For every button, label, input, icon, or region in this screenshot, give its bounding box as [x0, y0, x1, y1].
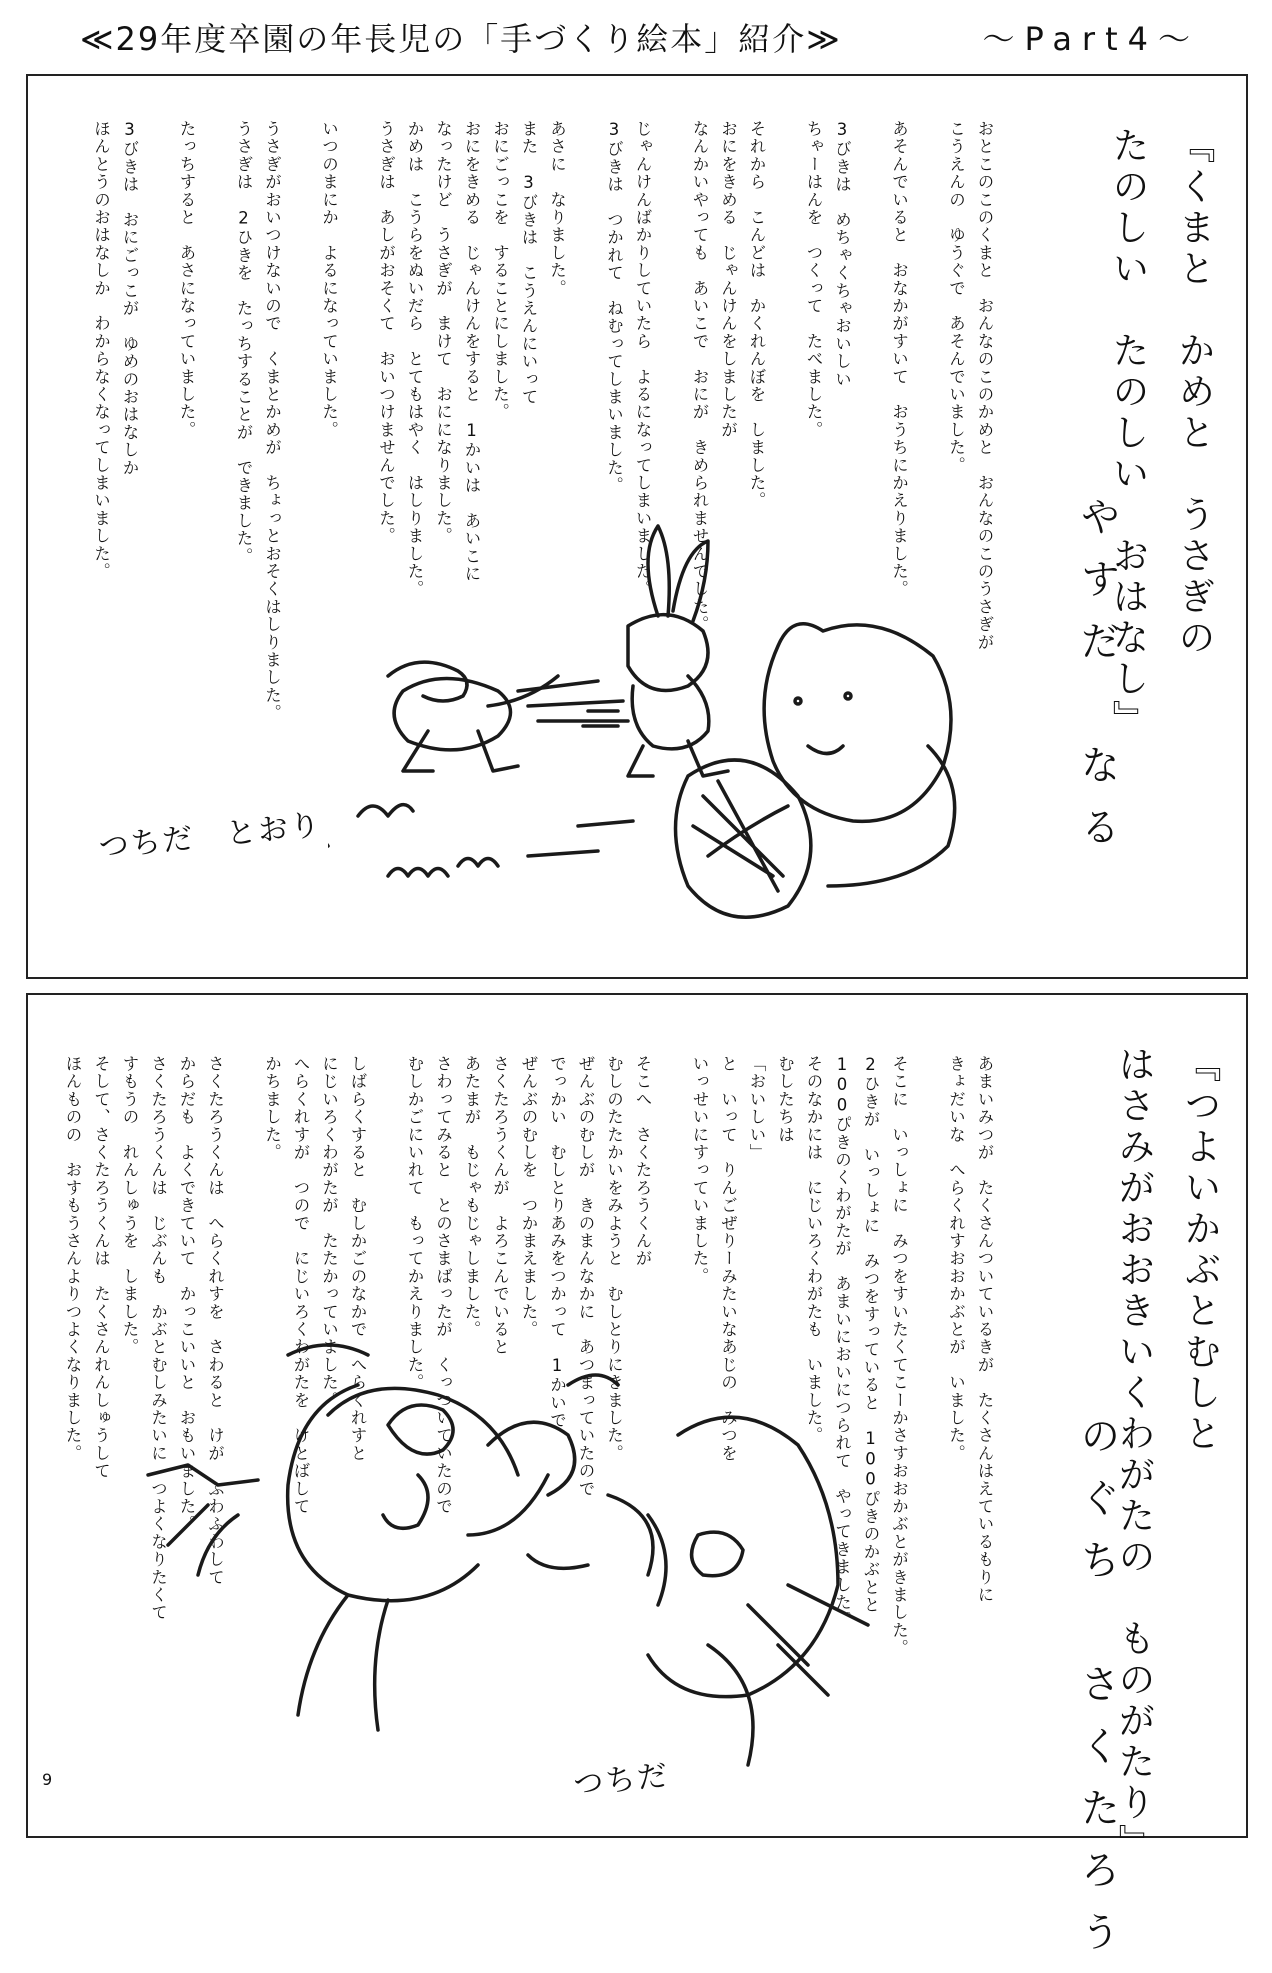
story-panel-1 — [26, 74, 1248, 979]
story-author: のぐち さくたろう — [1074, 1415, 1120, 1973]
story-author: やすだ なる — [1074, 496, 1120, 868]
story-title: 『くまと かめと うさぎの たのしい たのしい おはなし』 — [1106, 126, 1215, 741]
illustration-signature: つちだ とおり — [97, 807, 324, 866]
header-part: ～Part4～ — [982, 20, 1200, 58]
story-title: 『つよいかぶとむしと はさみがおおきいくわがたの ものがたり』 — [1112, 1045, 1221, 1865]
page-number: 9 — [42, 1770, 53, 1789]
story-body: おとこのこのくまと おんなのこのかめと おんなのこのうさぎが こうえんの ゆうぐで あそんでいました。 あそんでいると おなかがすいて おうちにかえりました。 3びきは めちゃくちゃおいしい ちゃーはんを つくって たべました。 それから こんどは かくれんぼを しました。 おにをきめる じゃんけんをしましたが なんかいやっても あいこで おにが きめられませんでした。 じゃんけんばかりしていたら よるになってしまいました。 3びきは つかれて ねむってしまいました。 あさに なりました。 また 3びきは こうえんにいって おにごっこを することにしました。 おにをきめる じゃんけんをすると 1かいは あいこに なったけど うさぎが まけて おにになりました。 かめは こうらをぬいだら とてもはやく はしりました。 うさぎは あしがおそくて おいつけませんでした。 いつのまにか よるになっていました。 うさぎがおいつけないので くまとかめが ちょっとおそくはしりました。 うさぎは 2ひきを たっちすることが できました。 たっちすると あさになっていました。 3びきは おにごっこが ゆめのおはなしか ほんとうのおはなしか わからなくなってしまいました。 — [91, 120, 994, 722]
rabbit-turtle-bear-illustration — [328, 516, 1028, 926]
story-panel-2 — [26, 993, 1248, 1973]
story-body: あまいみつが たくさんついているきが たくさんはえているもりに きょだいな へらくれすおおかぶとが いました。 そこに いっしょに みつをすいたくてこーかさすおおかぶとがきました。 2ひきが いっしょに みつをすっていると 100ぴきのかぶとと 100ぴきのくわがたが あまいにおいにつられて やってきました。 そのなかには にじいろくわがたも いました。 むしたちは 「おいしい」 と いって りんごぜりーみたいなあじの みつを いっせいにすっていました。 そこへ さくたろうくんが むしのたたかいをみようと むしとりにきました。 ぜんぶのむしが きのまんなかに あつまっていたので でっかい むしとりあみをつかって 1かいで ぜんぶのむしを つかまえました。 さくたろうくんが よろこんでいると あたまが もじゃもじゃしました。 さわってみると とのさまばったが くっついていたので むしかごにいれて もってかえりました。 しばらくすると むしかごのなかで へらくれすと にじいろくわがたが たたかっていました。 へらくれすが つので にじいろくわがたを けとばして かちました。 さくたろうくんは へらくれすを さわると けが ふわふわして からだも よくできていて かっこいいと おもいました。 さくたろうくんは じぶんも かぶとむしみたいに つよくなりたくて すもうの れんしゅうを しました。 そして、さくたろうくんは たくさんれんしゅうして ほんものの おすもうさんよりつよくなりました。 — [63, 1055, 994, 1657]
page-header — [80, 14, 1200, 60]
illustration-signature: つちだ — [571, 1758, 671, 1803]
beetle-stag-beetle-illustration — [88, 1325, 968, 1825]
header-title: ≪29年度卒園の年長児の「手づくり絵本」紹介≫ — [80, 20, 842, 58]
